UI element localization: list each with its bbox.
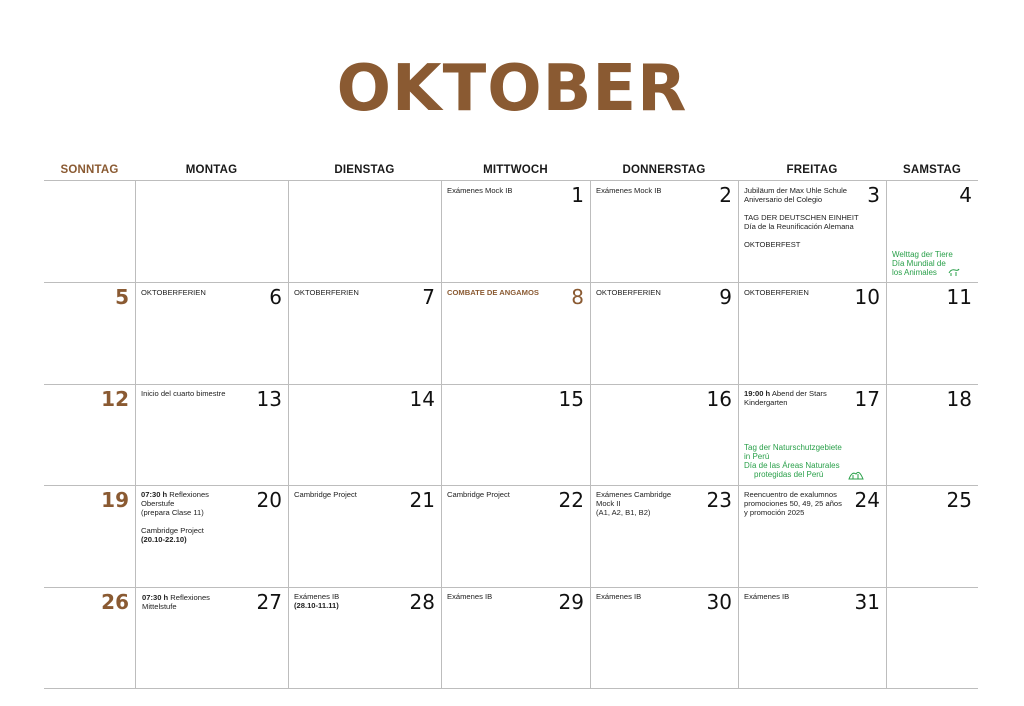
event-text: Welttag der Tiere — [892, 250, 953, 259]
day-number: 26 — [101, 590, 129, 614]
event-text: Aniversario del Colegio — [744, 195, 823, 204]
day-number: 11 — [946, 285, 972, 309]
leaf-icon — [848, 468, 864, 480]
day-number: 8 — [571, 285, 584, 309]
event-text: Kindergarten — [744, 398, 788, 407]
day-cell[interactable] — [441, 587, 590, 688]
day-number: 13 — [256, 387, 282, 411]
event-text: Día Mundial de — [892, 259, 946, 268]
day-number: 19 — [101, 488, 129, 512]
weekday-sunday: SONNTAG — [60, 164, 119, 176]
event-text: Exámenes Mock IB — [596, 186, 662, 195]
day-cell[interactable] — [441, 180, 590, 282]
day-cell[interactable] — [135, 485, 288, 587]
day-cell[interactable] — [288, 485, 441, 587]
day-cell[interactable] — [738, 282, 886, 384]
grid-line — [44, 688, 978, 689]
day-number: 5 — [115, 285, 129, 309]
event-text: Reflexiones — [167, 490, 209, 499]
day-cell[interactable] — [288, 282, 441, 384]
day-cell[interactable] — [135, 587, 288, 688]
event-time: 19:00 h — [744, 389, 771, 398]
day-cell[interactable] — [886, 282, 978, 384]
day-number: 31 — [854, 590, 880, 614]
day-cell[interactable] — [886, 485, 978, 587]
day-number: 30 — [706, 590, 732, 614]
day-cell[interactable] — [886, 384, 978, 485]
day-number: 1 — [571, 183, 584, 207]
day-cell[interactable] — [590, 282, 738, 384]
event-text: promociones 50, 49, 25 años — [744, 499, 842, 508]
event-text: (A1, A2, B1, B2) — [596, 508, 651, 517]
day-number: 17 — [854, 387, 880, 411]
day-number: 28 — [409, 590, 435, 614]
day-cell[interactable] — [288, 587, 441, 688]
event-time: 07:30 h — [141, 490, 168, 499]
day-cell[interactable] — [135, 384, 288, 485]
event-text: Inicio del cuarto bimestre — [141, 389, 226, 398]
event-text: in Perú — [744, 452, 770, 461]
event-text: Exámenes IB — [294, 592, 340, 601]
weekday-monday: MONTAG — [185, 164, 238, 176]
day-cell[interactable] — [738, 180, 886, 282]
day-cell[interactable] — [135, 282, 288, 384]
event-text: protegidas del Perú — [754, 470, 824, 479]
day-number: 7 — [422, 285, 435, 309]
weekday-saturday: SAMSTAG — [902, 164, 962, 176]
weekday-wednesday: MITTWOCH — [483, 164, 548, 176]
day-number: 27 — [256, 590, 282, 614]
event-text: OKTOBERFERIEN — [596, 288, 661, 297]
day-cell[interactable] — [886, 180, 978, 282]
event-text: Exámenes Cambridge — [596, 490, 672, 499]
event-text: Cambridge Project — [447, 490, 510, 499]
event-text: y promoción 2025 — [744, 508, 805, 517]
event-text: Tag der Naturschutzgebiete — [744, 443, 842, 452]
day-cell[interactable] — [44, 485, 135, 587]
weekday-tuesday: DIENSTAG — [334, 164, 395, 176]
event-text: OKTOBERFERIEN — [294, 288, 359, 297]
day-number: 20 — [256, 488, 282, 512]
day-cell[interactable] — [738, 587, 886, 688]
weekday-friday: FREITAG — [786, 164, 838, 176]
event-text: COMBATE DE ANGAMOS — [447, 288, 539, 297]
day-number: 12 — [101, 387, 129, 411]
day-number: 23 — [706, 488, 732, 512]
day-number: 24 — [854, 488, 880, 512]
event-text: Día de las Áreas Naturales — [744, 461, 840, 470]
day-number: 22 — [558, 488, 584, 512]
event-text: Reencuentro de exalumnos — [744, 490, 837, 499]
event-text: TAG DER DEUTSCHEN EINHEIT — [744, 213, 859, 222]
event-text: OKTOBERFERIEN — [141, 288, 206, 297]
day-number: 16 — [706, 387, 732, 411]
event-text: Reflexiones — [168, 593, 210, 602]
day-number: 4 — [959, 183, 972, 207]
day-cell[interactable] — [44, 587, 135, 688]
day-cell[interactable] — [590, 587, 738, 688]
event-time: 07:30 h — [142, 593, 169, 602]
paw-icon — [948, 267, 960, 277]
day-cell[interactable] — [590, 384, 738, 485]
day-cell[interactable] — [590, 180, 738, 282]
day-number: 3 — [867, 183, 880, 207]
day-number: 25 — [946, 488, 972, 512]
day-number: 29 — [558, 590, 584, 614]
day-number: 18 — [946, 387, 972, 411]
day-number: 2 — [719, 183, 732, 207]
day-number: 10 — [854, 285, 880, 309]
event-text: Abend der Stars — [770, 389, 827, 398]
day-cell[interactable] — [44, 282, 135, 384]
day-cell[interactable] — [288, 384, 441, 485]
weekday-thursday: DONNERSTAG — [622, 164, 706, 176]
event-text: Día de la Reunificación Alemana — [744, 222, 854, 231]
event-text: Exámenes Mock IB — [447, 186, 513, 195]
day-cell[interactable] — [441, 485, 590, 587]
event-text: Exámenes IB — [447, 592, 493, 601]
event-text: (28.10-11.11) — [294, 601, 339, 610]
day-number: 14 — [409, 387, 435, 411]
event-text: OKTOBERFEST — [744, 240, 801, 249]
event-text: (prepara Clase 11) — [141, 508, 204, 517]
event-text: Mock II — [596, 499, 621, 508]
month-title: OKTOBER — [336, 52, 688, 126]
day-number: 15 — [558, 387, 584, 411]
day-cell[interactable] — [441, 282, 590, 384]
event-text: Exámenes IB — [596, 592, 642, 601]
day-cell[interactable] — [590, 485, 738, 587]
event-text: Mittelstufe — [142, 602, 177, 611]
event-text: Cambridge Project — [141, 526, 204, 535]
day-cell[interactable] — [738, 485, 886, 587]
event-text: Jubiläum der Max Uhle Schule — [744, 186, 847, 195]
day-cell[interactable] — [44, 384, 135, 485]
day-number: 21 — [409, 488, 435, 512]
event-text: Oberstufe — [141, 499, 175, 508]
event-text: los Animales — [892, 268, 937, 277]
day-number: 6 — [269, 285, 282, 309]
event-text: OKTOBERFERIEN — [744, 288, 809, 297]
day-cell[interactable] — [738, 384, 886, 485]
event-text: (20.10-22.10) — [141, 535, 187, 544]
day-number: 9 — [719, 285, 732, 309]
event-text: Exámenes IB — [744, 592, 790, 601]
event-text: Cambridge Project — [294, 490, 357, 499]
day-cell[interactable] — [441, 384, 590, 485]
